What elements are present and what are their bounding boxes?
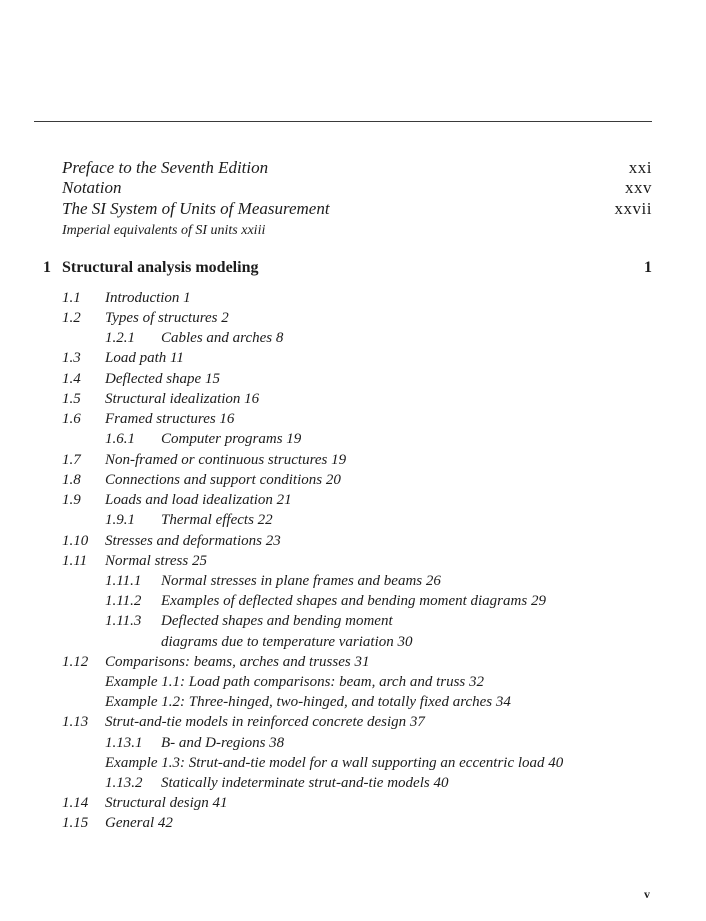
entry-title: Deflected shapes and bending moment — [161, 613, 393, 629]
entry-number: 1.6.1 — [105, 431, 135, 447]
entry-number: 1.14 — [62, 795, 89, 811]
chapter-number: 1 — [43, 259, 51, 276]
chapter-page: 1 — [644, 259, 652, 276]
entry-title: B- and D-regions 38 — [161, 735, 285, 751]
entry-number: 1.15 — [62, 815, 89, 831]
top-rule — [34, 121, 652, 122]
entry-title: Introduction 1 — [105, 290, 191, 306]
front-title: Imperial equivalents of SI units xxiii — [62, 223, 266, 238]
entry-title: Statically indeterminate strut-and-tie models 40 — [161, 775, 449, 791]
entry-number: 1.1 — [62, 290, 81, 306]
front-title: Preface to the Seventh Edition — [62, 158, 269, 177]
entry-title: Example 1.1: Load path comparisons: beam, arch and truss 32 — [105, 674, 485, 690]
entry-number: 1.11.3 — [105, 613, 142, 629]
entry-number: 1.6 — [62, 411, 81, 427]
entry-number: 1.11.2 — [105, 593, 142, 609]
front-page: xxvii — [614, 199, 652, 218]
toc-chapter-1[interactable] — [43, 258, 652, 278]
front-page: xxv — [625, 178, 652, 197]
chapter-title: Structural analysis modeling — [62, 259, 259, 276]
entry-number: 1.9 — [62, 492, 81, 508]
entry-number: 1.7 — [62, 452, 81, 468]
entry-title: General 42 — [105, 815, 173, 831]
toc-front-si-system[interactable] — [62, 199, 652, 219]
entry-title: Computer programs 19 — [161, 431, 302, 447]
entry-title: Deflected shape 15 — [105, 371, 220, 387]
entry-title: Framed structures 16 — [105, 411, 235, 427]
entry-title: Normal stresses in plane frames and beams 26 — [161, 573, 441, 589]
entry-number: 1.5 — [62, 391, 81, 407]
toc-front-imperial[interactable] — [62, 221, 652, 241]
entry-title: Non-framed or continuous structures 19 — [105, 452, 347, 468]
entry-number: 1.11 — [62, 553, 88, 569]
entry-number: 1.3 — [62, 350, 81, 366]
entry-number: 1.9.1 — [105, 512, 135, 528]
page-folio: v — [644, 887, 650, 901]
entry-title: Normal stress 25 — [105, 553, 207, 569]
entry-title: Loads and load idealization 21 — [105, 492, 292, 508]
toc-front-notation[interactable] — [62, 178, 652, 198]
entry-title: Examples of deflected shapes and bending moment diagrams 29 — [161, 593, 546, 609]
entry-number: 1.13.2 — [105, 775, 143, 791]
entry-number: 1.2.1 — [105, 330, 135, 346]
entry-title: Stresses and deformations 23 — [105, 533, 281, 549]
entry-title: Thermal effects 22 — [161, 512, 273, 528]
entry-title: Load path 11 — [105, 350, 184, 366]
entry-title: Example 1.3: Strut-and-tie model for a wall supporting an eccentric load 40 — [105, 755, 564, 771]
front-title: The SI System of Units of Measurement — [62, 199, 330, 218]
entry-number: 1.2 — [62, 310, 81, 326]
entry-number: 1.13.1 — [105, 735, 143, 751]
entry-title: Strut-and-tie models in reinforced concrete design 37 — [105, 714, 425, 730]
front-title: Notation — [62, 178, 122, 197]
entry-title: Cables and arches 8 — [161, 330, 284, 346]
entry-number: 1.10 — [62, 533, 89, 549]
entry-title: Structural idealization 16 — [105, 391, 260, 407]
entry-title: diagrams due to temperature variation 30 — [161, 634, 413, 650]
front-page: xxi — [628, 158, 652, 177]
entry-title: Example 1.2: Three-hinged, two-hinged, and totally fixed arches 34 — [105, 694, 511, 710]
toc-front-preface[interactable] — [62, 158, 652, 178]
entry-number: 1.11.1 — [105, 573, 142, 589]
entry-number: 1.13 — [62, 714, 89, 730]
entry-number: 1.12 — [62, 654, 89, 670]
entry-title: Comparisons: beams, arches and trusses 31 — [105, 654, 370, 670]
entry-number: 1.8 — [62, 472, 81, 488]
entry-title: Types of structures 2 — [105, 310, 229, 326]
entry-title: Connections and support conditions 20 — [105, 472, 341, 488]
entry-title: Structural design 41 — [105, 795, 228, 811]
entry-number: 1.4 — [62, 371, 81, 387]
